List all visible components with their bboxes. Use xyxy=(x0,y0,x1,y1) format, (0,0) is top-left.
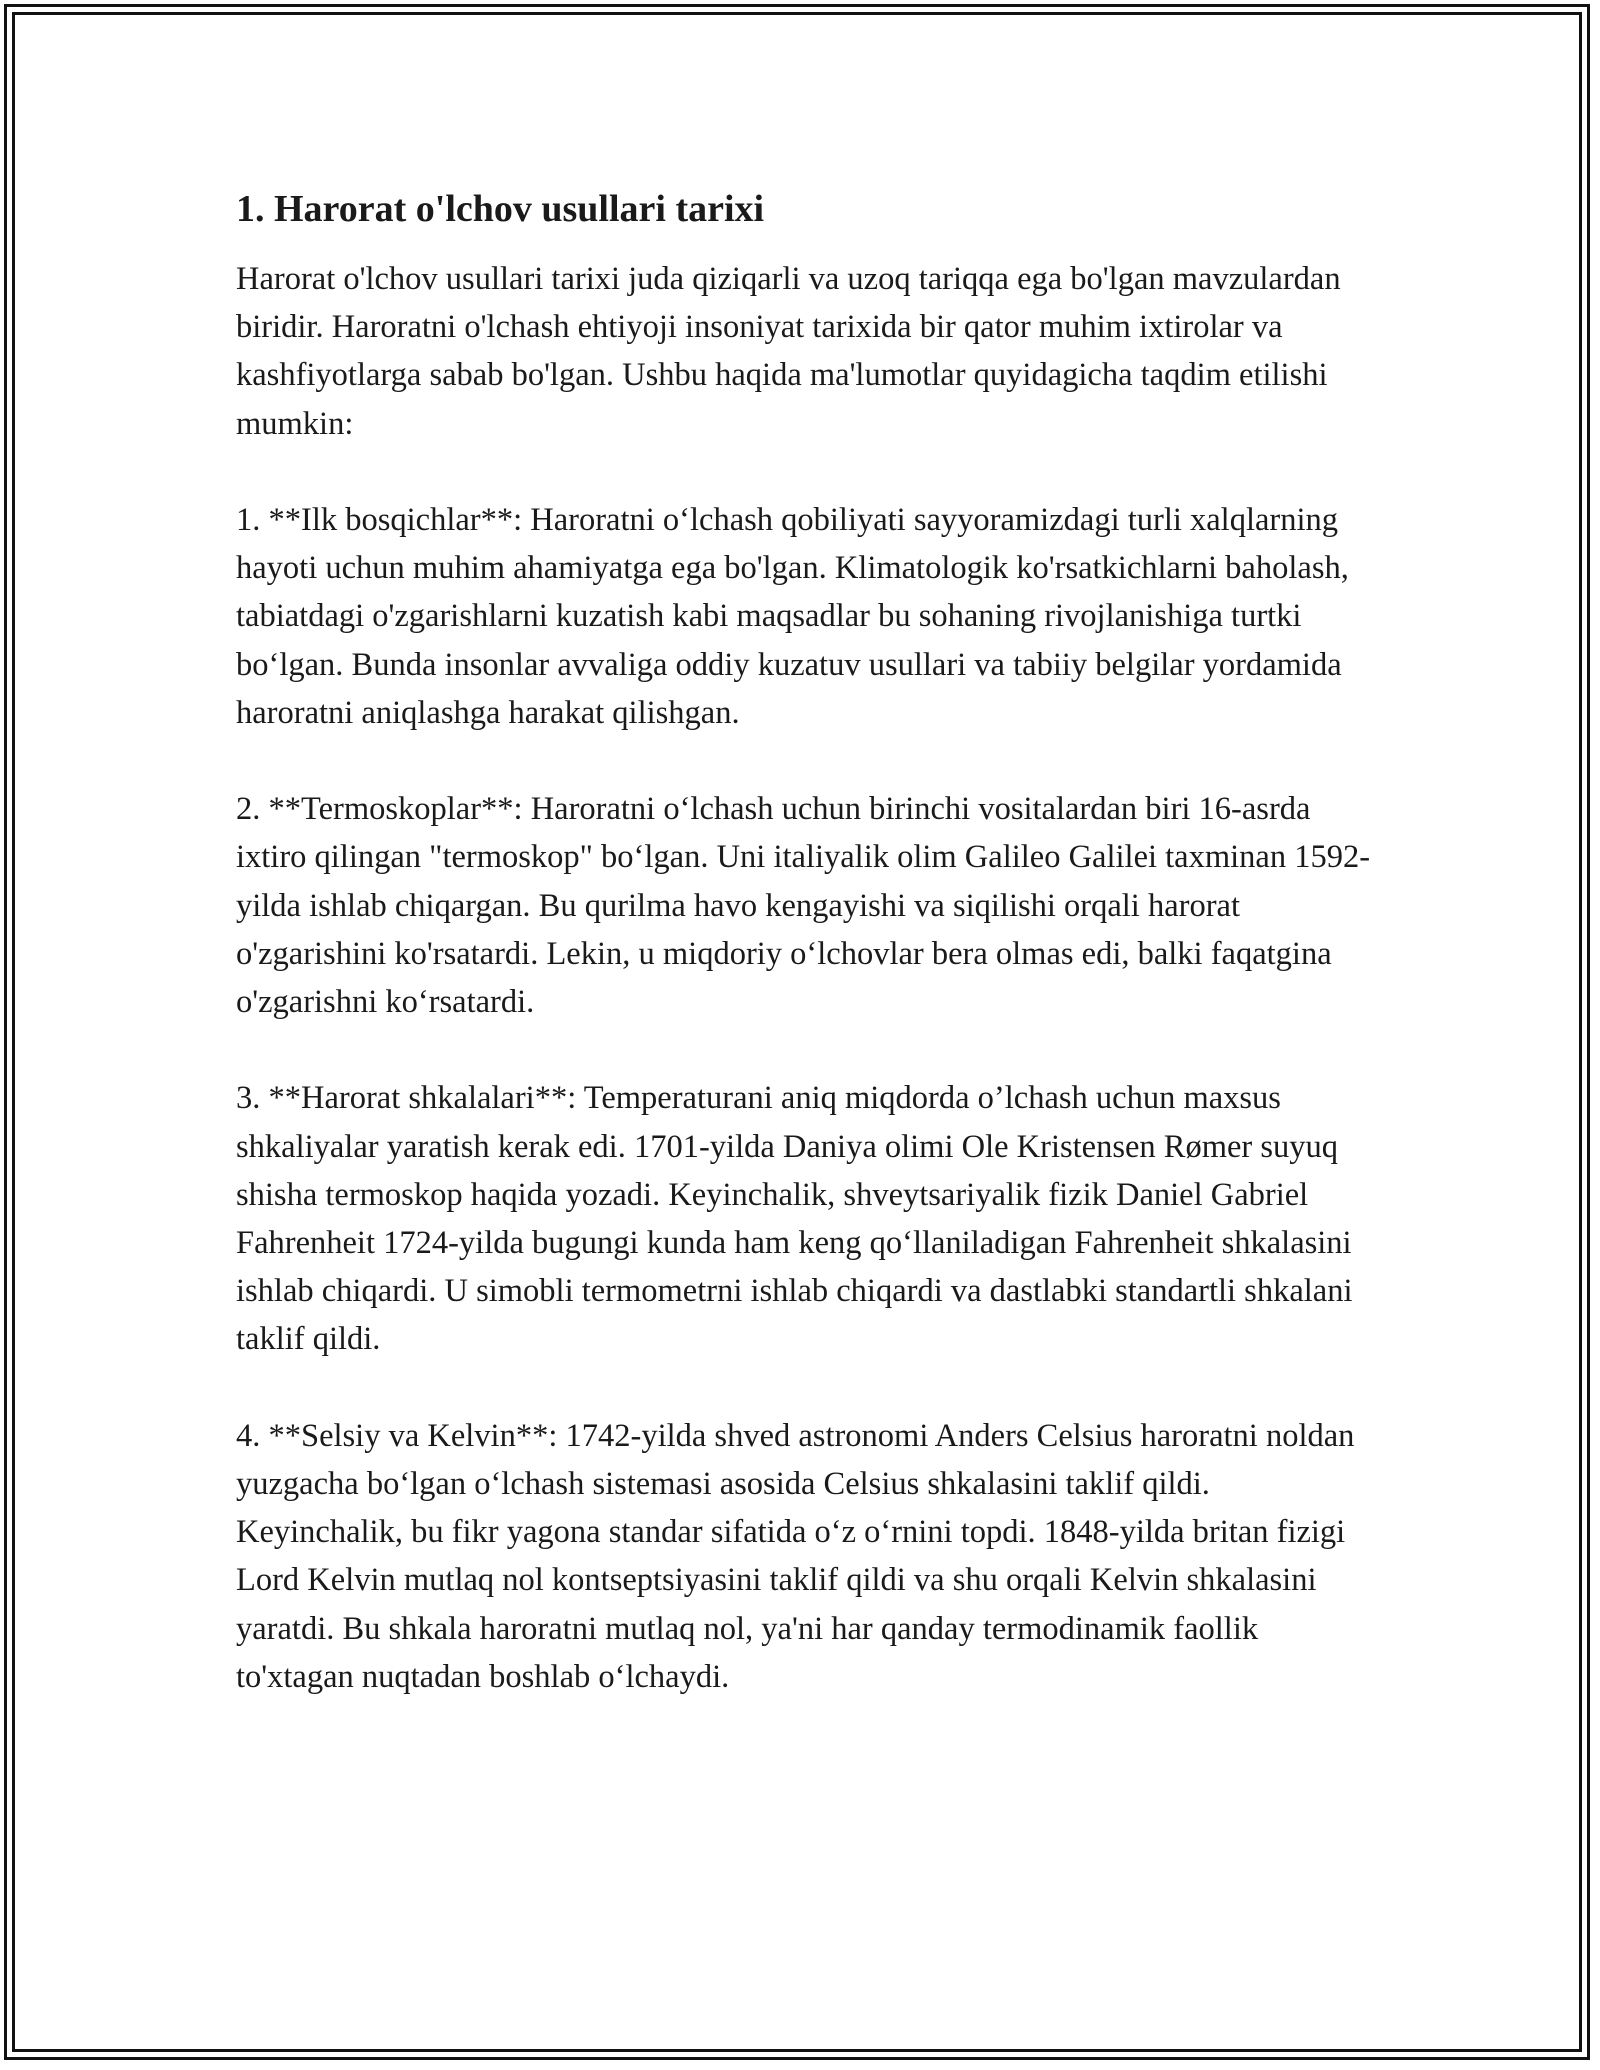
paragraph-termoskoplar: 2. **Termoskoplar**: Haroratni o‘lchash uchun birinchi vositalardan biri 16-asrda ixtiro qilingan "termoskop" bo‘lgan. Uni italiyalik olim Galileo Galilei taxminan 1592-yilda ishlab chiqargan. Bu qurilma havo kengayishi va siqilishi orqali harorat o'zgarishini ko'rsatardi. Lekin, u miqdoriy o‘lchovlar bera olmas edi, balki faqatgina o'zgarishni ko‘rsatardi. xyxy=(236,791,1371,1021)
paragraph-selsiy-va-kelvin: 4. **Selsiy va Kelvin**: 1742-yilda shved astronomi Anders Celsius haroratni noldan yuzgacha bo‘lgan o‘lchash sistemasi asosida Celsius shkalasini taklif qildi. Keyinchalik, bu fikr yagona standar sifatida o‘z o‘rnini topdi. 1848-yilda britan fizigi Lord Kelvin mutlaq nol kontseptsiyasini taklif qildi va shu orqali Kelvin shkalasini yaratdi. Bu shkala haroratni mutlaq nol, ya'ni har qanday termodinamik faollik to'xtagan nuqtadan boshlab o‘lchaydi. xyxy=(236,1417,1355,1695)
paragraph-ilk-bosqichlar: 1. **Ilk bosqichlar**: Haroratni o‘lchash qobiliyati sayyoramizdagi turli xalqlarning hayoti uchun muhim ahamiyatga ega bo'lgan. Klimatologik ko'rsatkichlarni baholash, tabiatdagi o'zgarishlarni kuzatish kabi maqsadlar bu sohaning rivojlanishiga turtki bo‘lgan. Bunda insonlar avvaliga oddiy kuzatuv usullari va tabiiy belgilar yordamida haroratni aniqlashga harakat qilishgan. xyxy=(236,502,1349,731)
document-title: 1. Harorat o'lchov usullari tarixi xyxy=(236,188,765,230)
intro-paragraph: Harorat o'lchov usullari tarixi juda qiziqarli va uzoq tariqqa ega bo'lgan mavzulardan biridir. Haroratni o'lchash ehtiyoji insoniyat tarixida bir qator muhim ixtirolar va kashfiyotlarga sabab bo'lgan. Ushbu haqida ma'lumotlar quyidagicha taqdim etilishi mumkin: xyxy=(236,261,1341,442)
document-body xyxy=(236,185,1376,1749)
paragraph-harorat-shkalalari: 3. **Harorat shkalalari**: Temperaturani aniq miqdorda o’lchash uchun maxsus shkaliyalar yaratish kerak edi. 1701-yilda Daniya olimi Ole Kristensen Rømer suyuq shisha termoskop haqida yozadi. Keyinchalik, shveytsariyalik fizik Daniel Gabriel Fahrenheit 1724-yilda bugungi kunda ham keng qo‘llaniladigan Fahrenheit shkalasini ishlab chiqardi. U simobli termometrni ishlab chiqardi va dastlabki standartli shkalani taklif qildi. xyxy=(236,1080,1353,1358)
